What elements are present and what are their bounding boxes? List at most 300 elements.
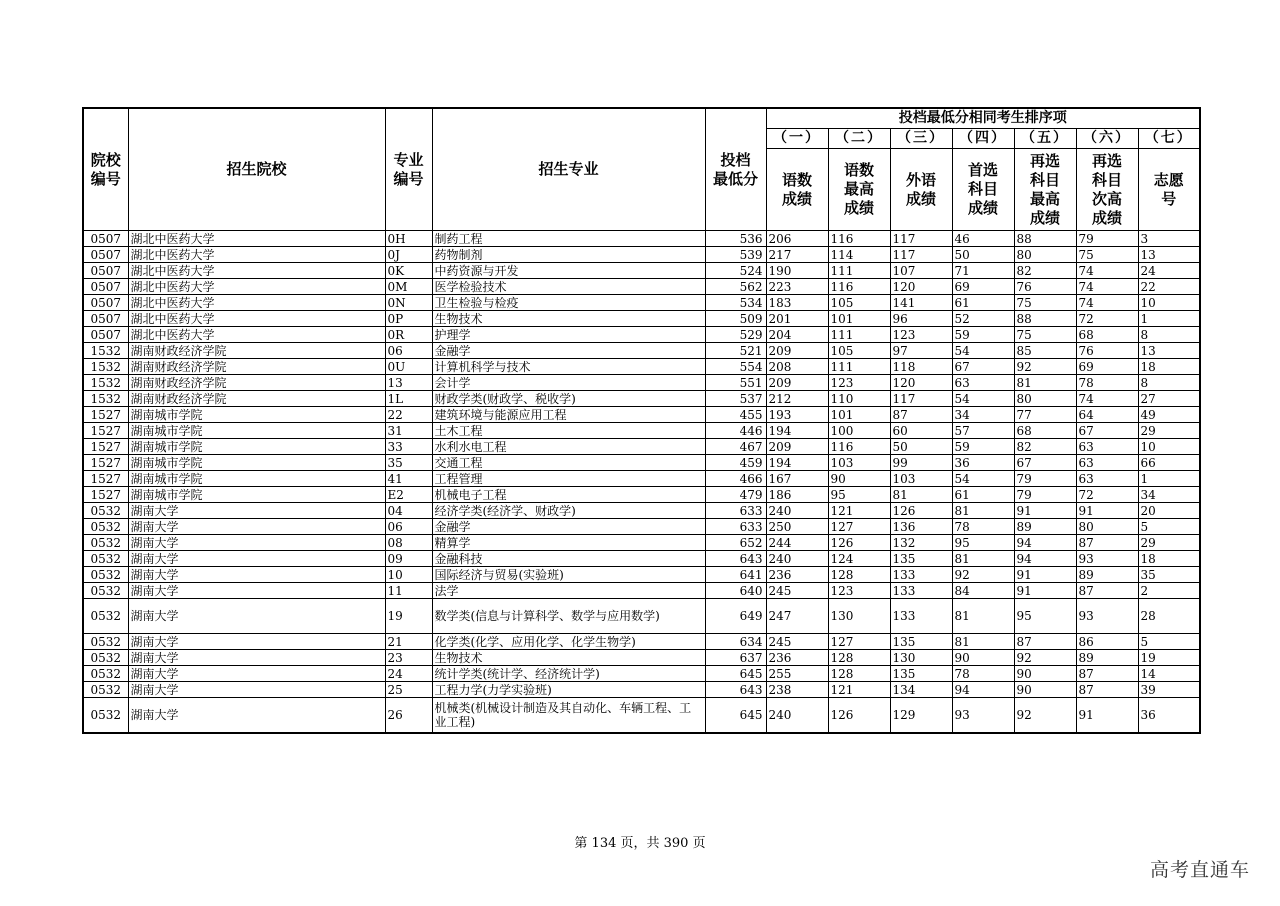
cell-score-5: 68 [1014, 423, 1076, 439]
table-row [83, 682, 1200, 698]
cell-score-2: 116 [828, 439, 890, 455]
cell-score-2: 101 [828, 311, 890, 327]
table-row [83, 698, 1200, 734]
header-tiebreak-number: （五） [1014, 129, 1076, 149]
cell-major-name: 计算机科学与技术 [432, 359, 705, 375]
cell-school-name: 湖北中医药大学 [128, 295, 385, 311]
cell-min-score: 551 [705, 375, 766, 391]
cell-major-name: 金融学 [432, 343, 705, 359]
cell-score-3: 118 [890, 359, 952, 375]
cell-min-score: 521 [705, 343, 766, 359]
cell-score-4: 59 [952, 439, 1014, 455]
cell-major-name: 交通工程 [432, 455, 705, 471]
cell-score-5: 89 [1014, 519, 1076, 535]
cell-school-name: 湖南大学 [128, 583, 385, 599]
cell-score-6: 74 [1076, 263, 1138, 279]
cell-score-4: 54 [952, 391, 1014, 407]
cell-score-3: 107 [890, 263, 952, 279]
cell-score-1: 238 [766, 682, 828, 698]
header-school-code: 院校 编号 [83, 108, 128, 231]
cell-school-name: 湖南城市学院 [128, 407, 385, 423]
cell-major-name: 生物技术 [432, 311, 705, 327]
cell-school-code: 0507 [83, 327, 128, 343]
cell-major-name: 机械电子工程 [432, 487, 705, 503]
header-tiebreak-label: 志愿 号 [1138, 149, 1200, 231]
cell-score-3: 135 [890, 666, 952, 682]
cell-major-code: 0P [385, 311, 432, 327]
table-row [83, 666, 1200, 682]
cell-min-score: 643 [705, 551, 766, 567]
cell-score-4: 90 [952, 650, 1014, 666]
cell-score-4: 81 [952, 634, 1014, 650]
cell-score-2: 114 [828, 247, 890, 263]
cell-score-6: 63 [1076, 471, 1138, 487]
cell-score-2: 127 [828, 634, 890, 650]
cell-score-7: 36 [1138, 698, 1200, 734]
cell-major-code: 33 [385, 439, 432, 455]
cell-score-1: 209 [766, 375, 828, 391]
cell-min-score: 643 [705, 682, 766, 698]
cell-score-3: 103 [890, 471, 952, 487]
cell-score-7: 18 [1138, 359, 1200, 375]
cell-score-1: 193 [766, 407, 828, 423]
cell-score-5: 75 [1014, 295, 1076, 311]
header-tiebreak-label: 首选 科目 成绩 [952, 149, 1014, 231]
table-row [83, 375, 1200, 391]
cell-score-4: 92 [952, 567, 1014, 583]
cell-score-2: 111 [828, 263, 890, 279]
cell-min-score: 466 [705, 471, 766, 487]
cell-score-7: 49 [1138, 407, 1200, 423]
cell-score-3: 97 [890, 343, 952, 359]
cell-score-2: 105 [828, 295, 890, 311]
page-number: 第 134 页，共 390 页 [574, 836, 706, 851]
cell-school-name: 湖南城市学院 [128, 487, 385, 503]
cell-score-3: 81 [890, 487, 952, 503]
cell-school-name: 湖南城市学院 [128, 471, 385, 487]
cell-major-name: 医学检验技术 [432, 279, 705, 295]
cell-score-1: 240 [766, 551, 828, 567]
header-min-score: 投档 最低分 [705, 108, 766, 231]
cell-min-score: 536 [705, 231, 766, 247]
cell-major-code: 22 [385, 407, 432, 423]
cell-min-score: 467 [705, 439, 766, 455]
cell-major-code: 06 [385, 343, 432, 359]
cell-score-3: 135 [890, 551, 952, 567]
cell-school-name: 湖北中医药大学 [128, 279, 385, 295]
cell-major-name: 财政学类(财政学、税收学) [432, 391, 705, 407]
cell-school-name: 湖北中医药大学 [128, 247, 385, 263]
cell-major-code: 0K [385, 263, 432, 279]
cell-school-name: 湖南大学 [128, 634, 385, 650]
cell-score-6: 75 [1076, 247, 1138, 263]
cell-school-code: 0532 [83, 503, 128, 519]
cell-score-1: 190 [766, 263, 828, 279]
cell-school-code: 0532 [83, 583, 128, 599]
cell-score-2: 123 [828, 375, 890, 391]
cell-score-6: 78 [1076, 375, 1138, 391]
cell-score-2: 105 [828, 343, 890, 359]
cell-score-2: 123 [828, 583, 890, 599]
cell-score-4: 63 [952, 375, 1014, 391]
cell-score-6: 63 [1076, 439, 1138, 455]
cell-min-score: 633 [705, 519, 766, 535]
cell-major-name: 工程管理 [432, 471, 705, 487]
table-row [83, 343, 1200, 359]
cell-major-code: 0R [385, 327, 432, 343]
table-row [83, 263, 1200, 279]
header-tiebreak-number: （一） [766, 129, 828, 149]
cell-school-name: 湖南城市学院 [128, 423, 385, 439]
table-row [83, 634, 1200, 650]
header-tiebreak-label: 语数 成绩 [766, 149, 828, 231]
cell-school-code: 1527 [83, 423, 128, 439]
cell-score-2: 127 [828, 519, 890, 535]
cell-score-7: 10 [1138, 295, 1200, 311]
table-body [83, 231, 1200, 734]
cell-score-4: 81 [952, 551, 1014, 567]
cell-major-name: 卫生检验与检疫 [432, 295, 705, 311]
cell-score-3: 130 [890, 650, 952, 666]
cell-score-7: 18 [1138, 551, 1200, 567]
cell-score-1: 250 [766, 519, 828, 535]
cell-score-1: 223 [766, 279, 828, 295]
cell-score-1: 236 [766, 567, 828, 583]
cell-score-4: 52 [952, 311, 1014, 327]
cell-school-code: 0532 [83, 535, 128, 551]
cell-min-score: 641 [705, 567, 766, 583]
cell-major-name: 建筑环境与能源应用工程 [432, 407, 705, 423]
cell-min-score: 455 [705, 407, 766, 423]
cell-score-7: 8 [1138, 327, 1200, 343]
cell-score-5: 80 [1014, 247, 1076, 263]
cell-score-2: 111 [828, 327, 890, 343]
cell-score-2: 126 [828, 535, 890, 551]
header-tiebreak-number: （三） [890, 129, 952, 149]
cell-score-7: 20 [1138, 503, 1200, 519]
table-row [83, 487, 1200, 503]
table-row [83, 599, 1200, 634]
cell-score-7: 22 [1138, 279, 1200, 295]
cell-major-code: 24 [385, 666, 432, 682]
cell-min-score: 459 [705, 455, 766, 471]
cell-score-6: 69 [1076, 359, 1138, 375]
cell-major-name: 会计学 [432, 375, 705, 391]
cell-school-code: 1532 [83, 359, 128, 375]
cell-major-name: 工程力学(力学实验班) [432, 682, 705, 698]
cell-score-5: 79 [1014, 471, 1076, 487]
cell-major-code: 0J [385, 247, 432, 263]
cell-score-5: 92 [1014, 650, 1076, 666]
cell-min-score: 524 [705, 263, 766, 279]
cell-score-6: 74 [1076, 279, 1138, 295]
cell-score-1: 194 [766, 423, 828, 439]
cell-score-6: 68 [1076, 327, 1138, 343]
cell-major-code: 0H [385, 231, 432, 247]
cell-score-7: 10 [1138, 439, 1200, 455]
cell-score-2: 126 [828, 698, 890, 734]
cell-score-4: 84 [952, 583, 1014, 599]
cell-major-code: 04 [385, 503, 432, 519]
cell-score-3: 117 [890, 231, 952, 247]
cell-score-5: 91 [1014, 567, 1076, 583]
cell-score-1: 240 [766, 698, 828, 734]
cell-school-code: 1532 [83, 375, 128, 391]
cell-school-code: 1527 [83, 471, 128, 487]
cell-score-4: 46 [952, 231, 1014, 247]
cell-score-2: 100 [828, 423, 890, 439]
cell-score-2: 121 [828, 682, 890, 698]
cell-major-code: 0M [385, 279, 432, 295]
cell-score-2: 128 [828, 666, 890, 682]
cell-score-6: 93 [1076, 599, 1138, 634]
cell-score-6: 93 [1076, 551, 1138, 567]
cell-score-2: 110 [828, 391, 890, 407]
cell-min-score: 652 [705, 535, 766, 551]
header-tiebreak-number: （六） [1076, 129, 1138, 149]
cell-score-1: 206 [766, 231, 828, 247]
cell-min-score: 554 [705, 359, 766, 375]
cell-score-1: 245 [766, 583, 828, 599]
cell-score-1: 245 [766, 634, 828, 650]
cell-school-name: 湖南大学 [128, 567, 385, 583]
cell-school-code: 1527 [83, 487, 128, 503]
cell-score-2: 90 [828, 471, 890, 487]
cell-school-code: 0532 [83, 682, 128, 698]
cell-score-1: 204 [766, 327, 828, 343]
table-row [83, 535, 1200, 551]
cell-min-score: 645 [705, 698, 766, 734]
cell-score-2: 95 [828, 487, 890, 503]
table-row [83, 519, 1200, 535]
cell-score-3: 136 [890, 519, 952, 535]
cell-score-1: 167 [766, 471, 828, 487]
cell-score-3: 50 [890, 439, 952, 455]
cell-score-2: 121 [828, 503, 890, 519]
cell-school-code: 0507 [83, 263, 128, 279]
cell-school-code: 0532 [83, 551, 128, 567]
cell-score-1: 186 [766, 487, 828, 503]
cell-score-6: 76 [1076, 343, 1138, 359]
cell-score-5: 92 [1014, 359, 1076, 375]
cell-score-2: 116 [828, 279, 890, 295]
cell-score-5: 76 [1014, 279, 1076, 295]
table-row [83, 327, 1200, 343]
cell-score-4: 81 [952, 503, 1014, 519]
cell-min-score: 539 [705, 247, 766, 263]
cell-major-name: 水利水电工程 [432, 439, 705, 455]
cell-school-name: 湖北中医药大学 [128, 263, 385, 279]
cell-score-6: 91 [1076, 503, 1138, 519]
cell-score-1: 194 [766, 455, 828, 471]
cell-school-code: 1532 [83, 343, 128, 359]
cell-school-code: 0507 [83, 247, 128, 263]
cell-score-5: 91 [1014, 583, 1076, 599]
cell-score-4: 61 [952, 487, 1014, 503]
cell-school-code: 0532 [83, 650, 128, 666]
table-row [83, 391, 1200, 407]
cell-score-7: 5 [1138, 634, 1200, 650]
table-row [83, 650, 1200, 666]
cell-score-2: 116 [828, 231, 890, 247]
cell-min-score: 562 [705, 279, 766, 295]
cell-score-7: 28 [1138, 599, 1200, 634]
cell-school-name: 湖南大学 [128, 666, 385, 682]
cell-score-5: 79 [1014, 487, 1076, 503]
cell-major-name: 制药工程 [432, 231, 705, 247]
cell-score-3: 129 [890, 698, 952, 734]
cell-min-score: 534 [705, 295, 766, 311]
cell-score-4: 71 [952, 263, 1014, 279]
cell-score-7: 66 [1138, 455, 1200, 471]
cell-score-5: 77 [1014, 407, 1076, 423]
table-row [83, 231, 1200, 247]
cell-major-name: 金融学 [432, 519, 705, 535]
cell-score-4: 61 [952, 295, 1014, 311]
cell-major-code: 26 [385, 698, 432, 734]
cell-school-code: 0532 [83, 666, 128, 682]
cell-major-name: 护理学 [432, 327, 705, 343]
header-tiebreak-label: 再选 科目 最高 成绩 [1014, 149, 1076, 231]
cell-major-name: 生物技术 [432, 650, 705, 666]
cell-major-name: 药物制剂 [432, 247, 705, 263]
header-tiebreak-number: （四） [952, 129, 1014, 149]
cell-score-7: 5 [1138, 519, 1200, 535]
cell-major-code: 19 [385, 599, 432, 634]
header-tiebreak-label: 语数 最高 成绩 [828, 149, 890, 231]
table-row [83, 295, 1200, 311]
cell-min-score: 649 [705, 599, 766, 634]
cell-score-4: 36 [952, 455, 1014, 471]
cell-min-score: 633 [705, 503, 766, 519]
cell-score-1: 209 [766, 439, 828, 455]
cell-school-code: 0532 [83, 698, 128, 734]
table-row [83, 583, 1200, 599]
cell-score-7: 2 [1138, 583, 1200, 599]
cell-school-name: 湖南财政经济学院 [128, 391, 385, 407]
cell-major-name: 中药资源与开发 [432, 263, 705, 279]
cell-score-4: 59 [952, 327, 1014, 343]
cell-score-7: 34 [1138, 487, 1200, 503]
cell-min-score: 509 [705, 311, 766, 327]
cell-min-score: 446 [705, 423, 766, 439]
table-row [83, 359, 1200, 375]
cell-score-2: 111 [828, 359, 890, 375]
cell-major-code: 31 [385, 423, 432, 439]
cell-major-code: 1L [385, 391, 432, 407]
cell-score-5: 82 [1014, 263, 1076, 279]
cell-school-code: 0507 [83, 279, 128, 295]
cell-score-5: 67 [1014, 455, 1076, 471]
cell-score-6: 87 [1076, 666, 1138, 682]
table-row [83, 279, 1200, 295]
header-tiebreak-label: 外语 成绩 [890, 149, 952, 231]
cell-score-7: 19 [1138, 650, 1200, 666]
cell-school-code: 0532 [83, 634, 128, 650]
cell-school-code: 0507 [83, 311, 128, 327]
watermark-logo: 高考直通车 [1149, 859, 1250, 881]
cell-min-score: 640 [705, 583, 766, 599]
cell-major-name: 统计学类(统计学、经济统计学) [432, 666, 705, 682]
cell-score-7: 8 [1138, 375, 1200, 391]
cell-score-1: 212 [766, 391, 828, 407]
cell-score-7: 13 [1138, 247, 1200, 263]
cell-score-6: 72 [1076, 311, 1138, 327]
cell-score-7: 3 [1138, 231, 1200, 247]
cell-score-4: 69 [952, 279, 1014, 295]
cell-major-code: E2 [385, 487, 432, 503]
cell-score-3: 120 [890, 375, 952, 391]
cell-score-4: 54 [952, 471, 1014, 487]
cell-major-code: 13 [385, 375, 432, 391]
cell-school-name: 湖南大学 [128, 519, 385, 535]
cell-school-name: 湖北中医药大学 [128, 231, 385, 247]
cell-score-3: 120 [890, 279, 952, 295]
cell-major-code: 21 [385, 634, 432, 650]
cell-school-code: 0532 [83, 519, 128, 535]
cell-score-5: 82 [1014, 439, 1076, 455]
cell-score-5: 88 [1014, 311, 1076, 327]
cell-score-3: 133 [890, 583, 952, 599]
cell-score-2: 130 [828, 599, 890, 634]
cell-school-code: 1532 [83, 391, 128, 407]
cell-score-5: 91 [1014, 503, 1076, 519]
cell-score-6: 74 [1076, 295, 1138, 311]
cell-score-1: 208 [766, 359, 828, 375]
cell-score-3: 96 [890, 311, 952, 327]
cell-major-code: 08 [385, 535, 432, 551]
cell-school-code: 0507 [83, 295, 128, 311]
cell-score-5: 94 [1014, 535, 1076, 551]
cell-score-6: 74 [1076, 391, 1138, 407]
cell-school-name: 湖南城市学院 [128, 455, 385, 471]
cell-score-2: 103 [828, 455, 890, 471]
cell-score-6: 67 [1076, 423, 1138, 439]
cell-score-4: 50 [952, 247, 1014, 263]
cell-min-score: 537 [705, 391, 766, 407]
cell-score-1: 217 [766, 247, 828, 263]
cell-score-5: 87 [1014, 634, 1076, 650]
cell-major-code: 11 [385, 583, 432, 599]
cell-score-3: 135 [890, 634, 952, 650]
cell-major-code: 09 [385, 551, 432, 567]
cell-school-name: 湖南大学 [128, 682, 385, 698]
cell-score-3: 117 [890, 247, 952, 263]
header-tiebreak-group: 投档最低分相同考生排序项 [766, 108, 1200, 129]
cell-major-name: 精算学 [432, 535, 705, 551]
cell-major-code: 23 [385, 650, 432, 666]
cell-score-5: 85 [1014, 343, 1076, 359]
cell-score-4: 78 [952, 666, 1014, 682]
cell-score-4: 78 [952, 519, 1014, 535]
cell-score-1: 255 [766, 666, 828, 682]
cell-min-score: 529 [705, 327, 766, 343]
cell-score-5: 95 [1014, 599, 1076, 634]
cell-major-name: 土木工程 [432, 423, 705, 439]
table-row [83, 423, 1200, 439]
cell-major-name: 数学类(信息与计算科学、数学与应用数学) [432, 599, 705, 634]
cell-score-7: 14 [1138, 666, 1200, 682]
cell-score-6: 87 [1076, 583, 1138, 599]
cell-score-1: 244 [766, 535, 828, 551]
cell-score-6: 89 [1076, 567, 1138, 583]
cell-score-4: 67 [952, 359, 1014, 375]
cell-major-name: 金融科技 [432, 551, 705, 567]
cell-score-6: 80 [1076, 519, 1138, 535]
cell-major-code: 0N [385, 295, 432, 311]
cell-score-6: 64 [1076, 407, 1138, 423]
header-tiebreak-number: （七） [1138, 129, 1200, 149]
